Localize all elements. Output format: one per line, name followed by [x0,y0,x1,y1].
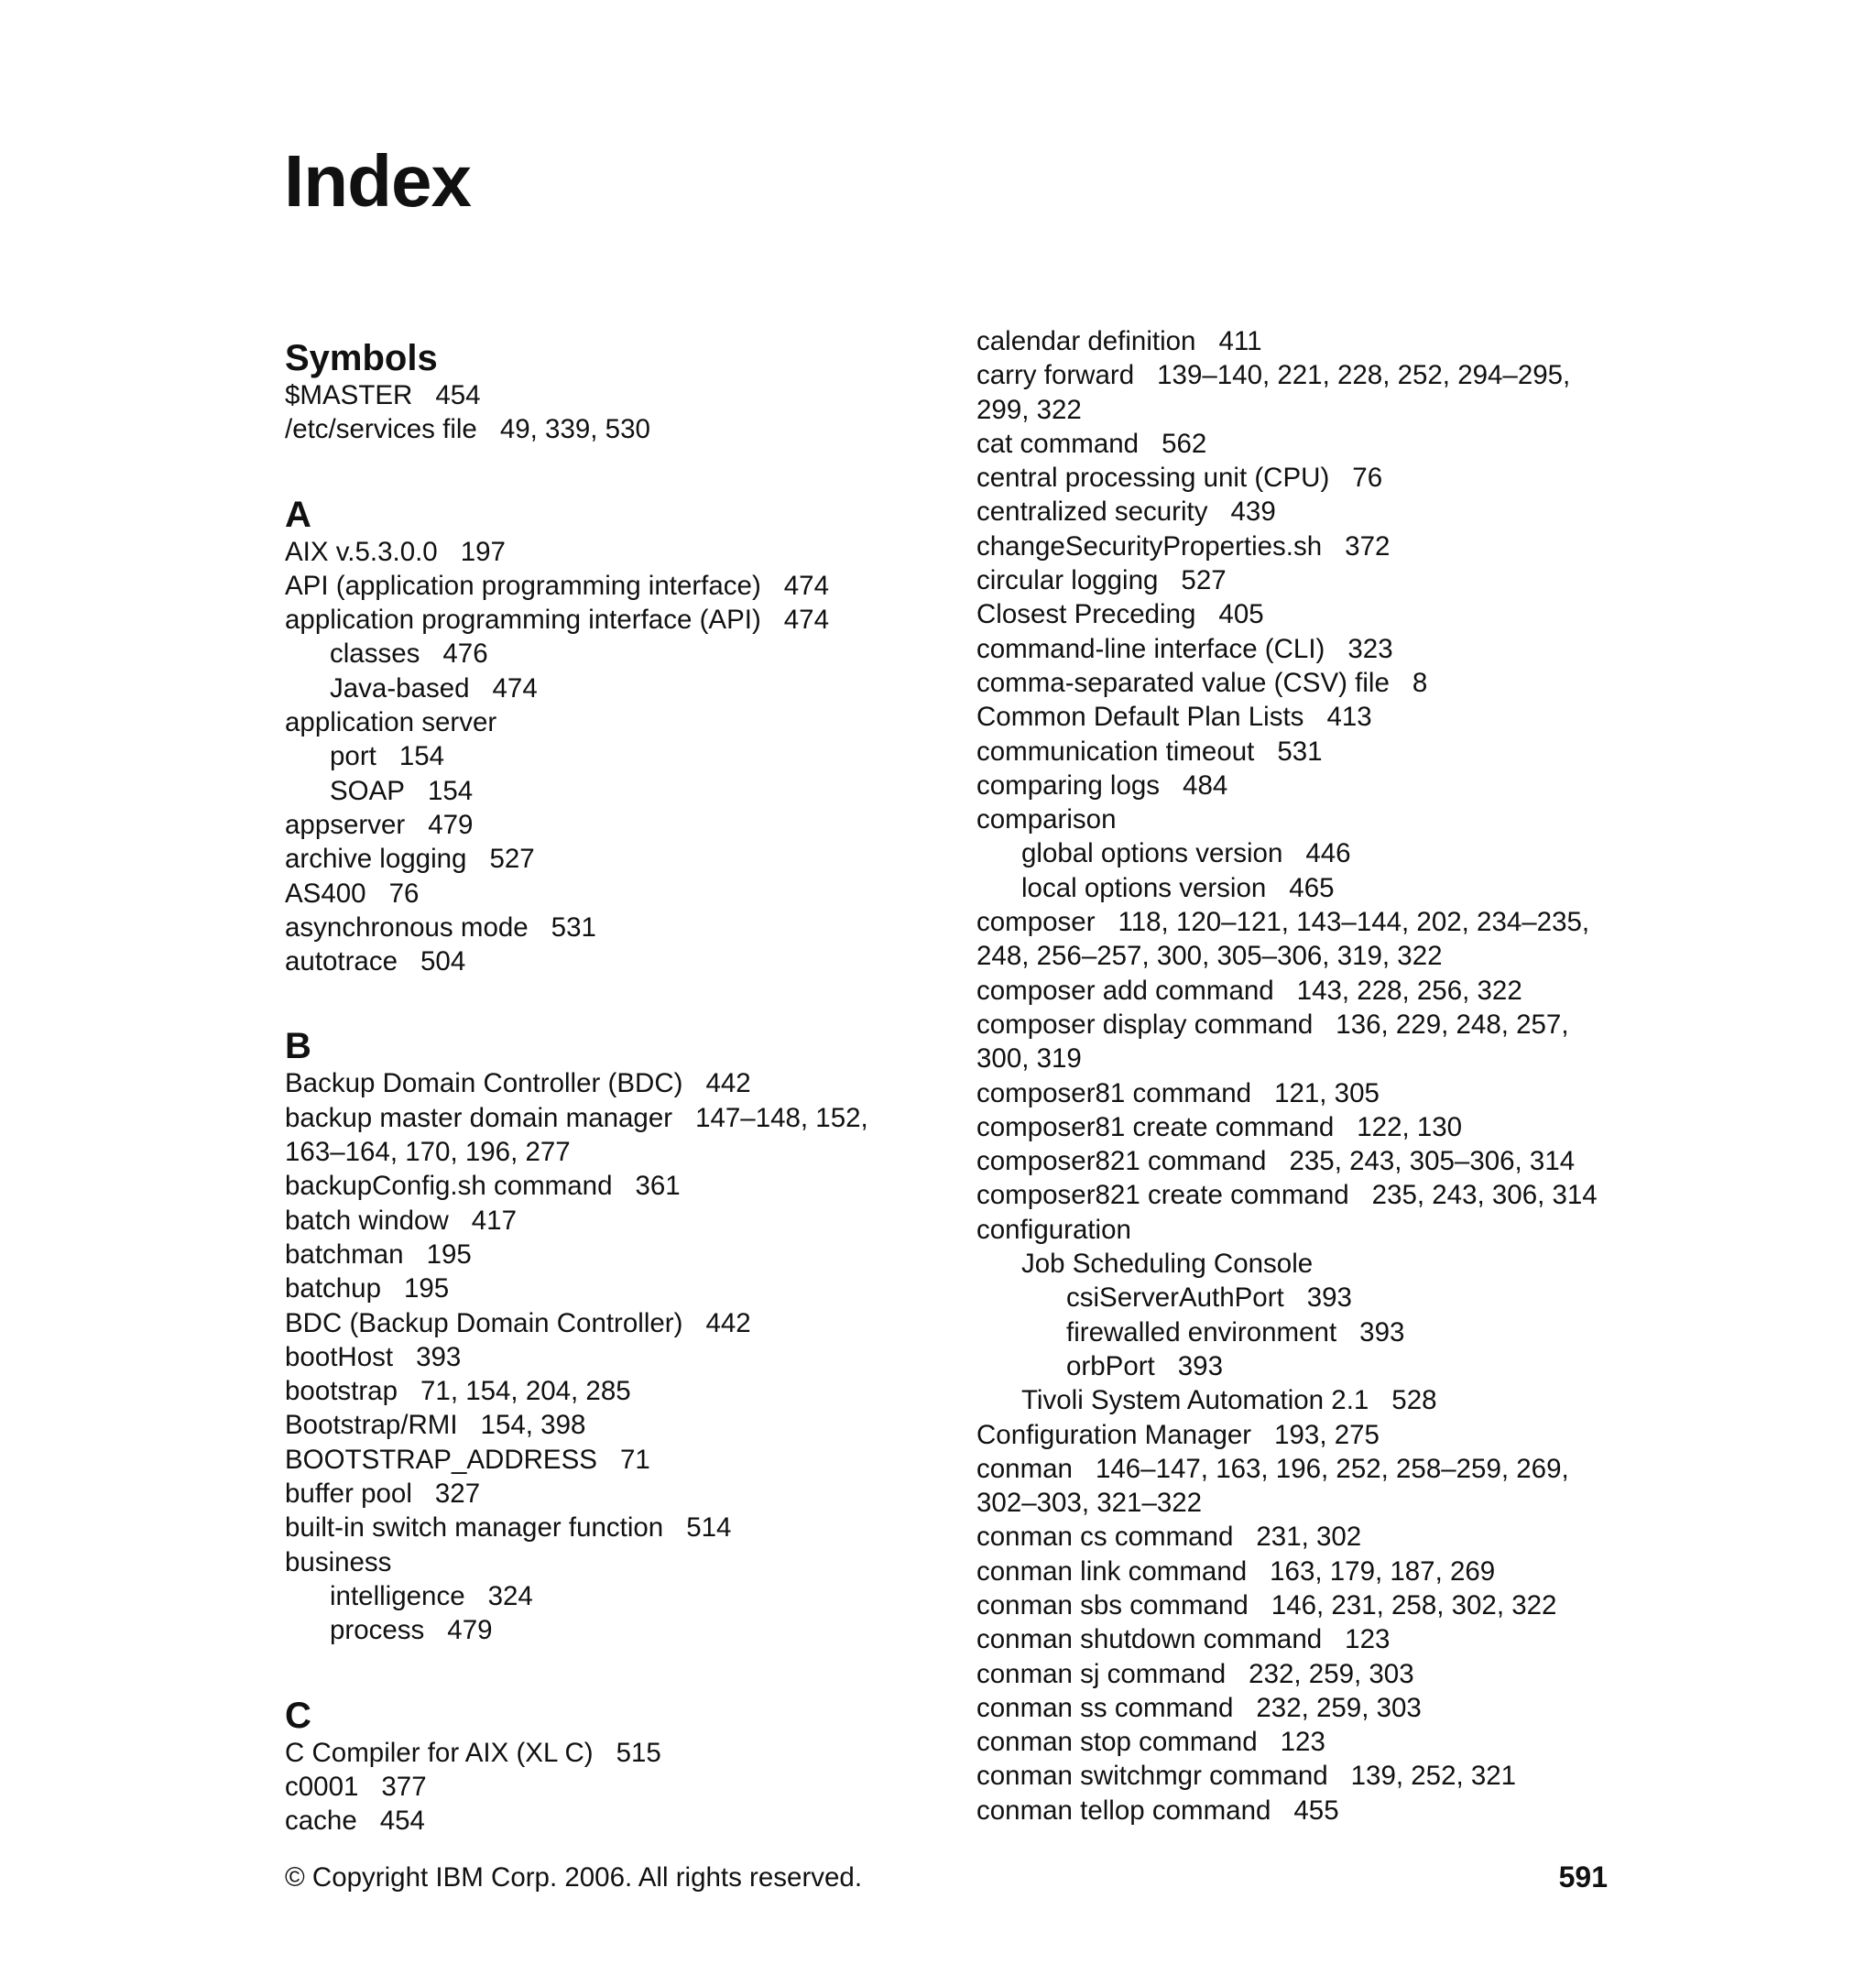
index-entry: AS400 76 [285,878,420,909]
index-entry: changeSecurityProperties.sh 372 [976,530,1391,562]
index-entry: communication timeout 531 [976,736,1323,767]
index-subentry: Tivoli System Automation 2.1 528 [1021,1385,1437,1416]
index-entry: circular logging 527 [976,565,1227,596]
section-heading-symbols: Symbols [285,338,438,378]
index-entry: conman shutdown command 123 [976,1624,1391,1655]
index-entry: cat command 562 [976,428,1207,459]
index-entry: autotrace 504 [285,946,466,977]
index-entry: batch window 417 [285,1205,517,1236]
index-entry: centralized security 439 [976,496,1276,528]
index-entry-continuation: 302–303, 321–322 [976,1488,1203,1519]
index-entry: composer821 create command 235, 243, 306, 314 [976,1180,1598,1211]
index-entry: comma-separated value (CSV) file 8 [976,667,1428,698]
index-subentry: Job Scheduling Console [1021,1249,1314,1280]
index-entry-continuation: 248, 256–257, 300, 305–306, 319, 322 [976,941,1443,972]
page-title: Index [284,140,471,222]
index-subentry: SOAP 154 [330,775,474,806]
section-heading-a: A [285,494,311,535]
index-entry: batchman 195 [285,1239,472,1270]
index-entry: composer81 command 121, 305 [976,1077,1380,1108]
index-entry: comparing logs 484 [976,769,1228,801]
index-entry: conman 146–147, 163, 196, 252, 258–259, 269, [976,1453,1569,1484]
index-subsubentry: orbPort 393 [1066,1350,1223,1381]
index-subentry: classes 476 [330,638,488,670]
index-column-left [285,338,926,1838]
index-entry: configuration [976,1214,1131,1245]
index-entry: $MASTER 454 [285,380,481,410]
index-entry: Closest Preceding 405 [976,599,1264,630]
index-entry: BDC (Backup Domain Controller) 442 [285,1307,751,1338]
index-subentry: port 154 [330,741,445,772]
index-entry: conman tellop command 455 [976,1795,1339,1826]
index-entry: buffer pool 327 [285,1479,481,1510]
copyright-notice: © Copyright IBM Corp. 2006. All rights reserved. [285,1862,863,1893]
index-entry-continuation: 163–164, 170, 196, 277 [285,1137,571,1168]
index-entry: bootstrap 71, 154, 204, 285 [285,1376,631,1407]
index-entry-continuation: 300, 319 [976,1043,1082,1075]
index-subentry: global options version 446 [1021,838,1351,869]
index-entry: Common Default Plan Lists 413 [976,702,1372,733]
index-entry: composer821 command 235, 243, 305–306, 314 [976,1146,1576,1177]
page-number: 591 [1558,1861,1608,1893]
index-entry: conman sbs command 146, 231, 258, 302, 322 [976,1589,1557,1620]
index-entry: /etc/services file 49, 339, 530 [285,414,650,445]
index-entry: c0001 377 [285,1771,427,1802]
section-heading-b: B [285,1026,311,1067]
index-entry: application programming interface (API) 474 [285,605,829,636]
index-entry: composer add command 143, 228, 256, 322 [976,975,1522,1006]
index-entry: C Compiler for AIX (XL C) 515 [285,1737,661,1768]
index-entry: appserver 479 [285,809,474,840]
index-entry: conman link command 163, 179, 187, 269 [976,1555,1496,1587]
index-entry: batchup 195 [285,1273,450,1304]
index-subentry: intelligence 324 [330,1580,533,1611]
index-entry: built-in switch manager function 514 [285,1512,732,1544]
index-entry: asynchronous mode 531 [285,911,596,943]
index-entry: conman ss command 232, 259, 303 [976,1692,1422,1723]
index-entry-continuation: 299, 322 [976,394,1082,425]
index-subentry: local options version 465 [1021,872,1335,903]
index-entry: carry forward 139–140, 221, 228, 252, 294–295, [976,360,1571,391]
index-entry: API (application programming interface) 474 [285,570,829,601]
index-entry: backup master domain manager 147–148, 152, [285,1102,868,1133]
index-entry: cache 454 [285,1806,425,1837]
index-entry: conman stop command 123 [976,1727,1325,1758]
index-entry: archive logging 527 [285,844,535,875]
index-entry: business [285,1546,392,1577]
index-column-right [976,324,1618,1828]
index-entry: calendar definition 411 [976,326,1262,356]
index-subentry: Java-based 474 [330,672,538,704]
index-entry: AIX v.5.3.0.0 197 [285,536,506,567]
index-entry: conman switchmgr command 139, 252, 321 [976,1761,1517,1792]
index-entry: comparison [976,804,1117,835]
index-subentry: process 479 [330,1615,493,1646]
index-entry: central processing unit (CPU) 76 [976,463,1383,494]
index-entry: conman sj command 232, 259, 303 [976,1658,1414,1689]
index-entry: composer display command 136, 229, 248, 257, [976,1009,1569,1040]
index-entry: Configuration Manager 193, 275 [976,1419,1380,1450]
index-entry: composer 118, 120–121, 143–144, 202, 234–235, [976,907,1590,938]
index-subsubentry: firewalled environment 393 [1066,1316,1405,1348]
index-entry: backupConfig.sh command 361 [285,1171,681,1202]
index-entry: Bootstrap/RMI 154, 398 [285,1410,586,1441]
index-entry: command-line interface (CLI) 323 [976,633,1393,664]
index-entry: BOOTSTRAP_ADDRESS 71 [285,1444,650,1475]
index-entry: conman cs command 231, 302 [976,1522,1362,1553]
index-entry: Backup Domain Controller (BDC) 442 [285,1068,751,1099]
index-entry: application server [285,707,497,738]
index-entry: bootHost 393 [285,1341,462,1372]
section-heading-c: C [285,1695,311,1736]
index-subsubentry: csiServerAuthPort 393 [1066,1282,1352,1314]
index-entry: composer81 create command 122, 130 [976,1111,1463,1142]
